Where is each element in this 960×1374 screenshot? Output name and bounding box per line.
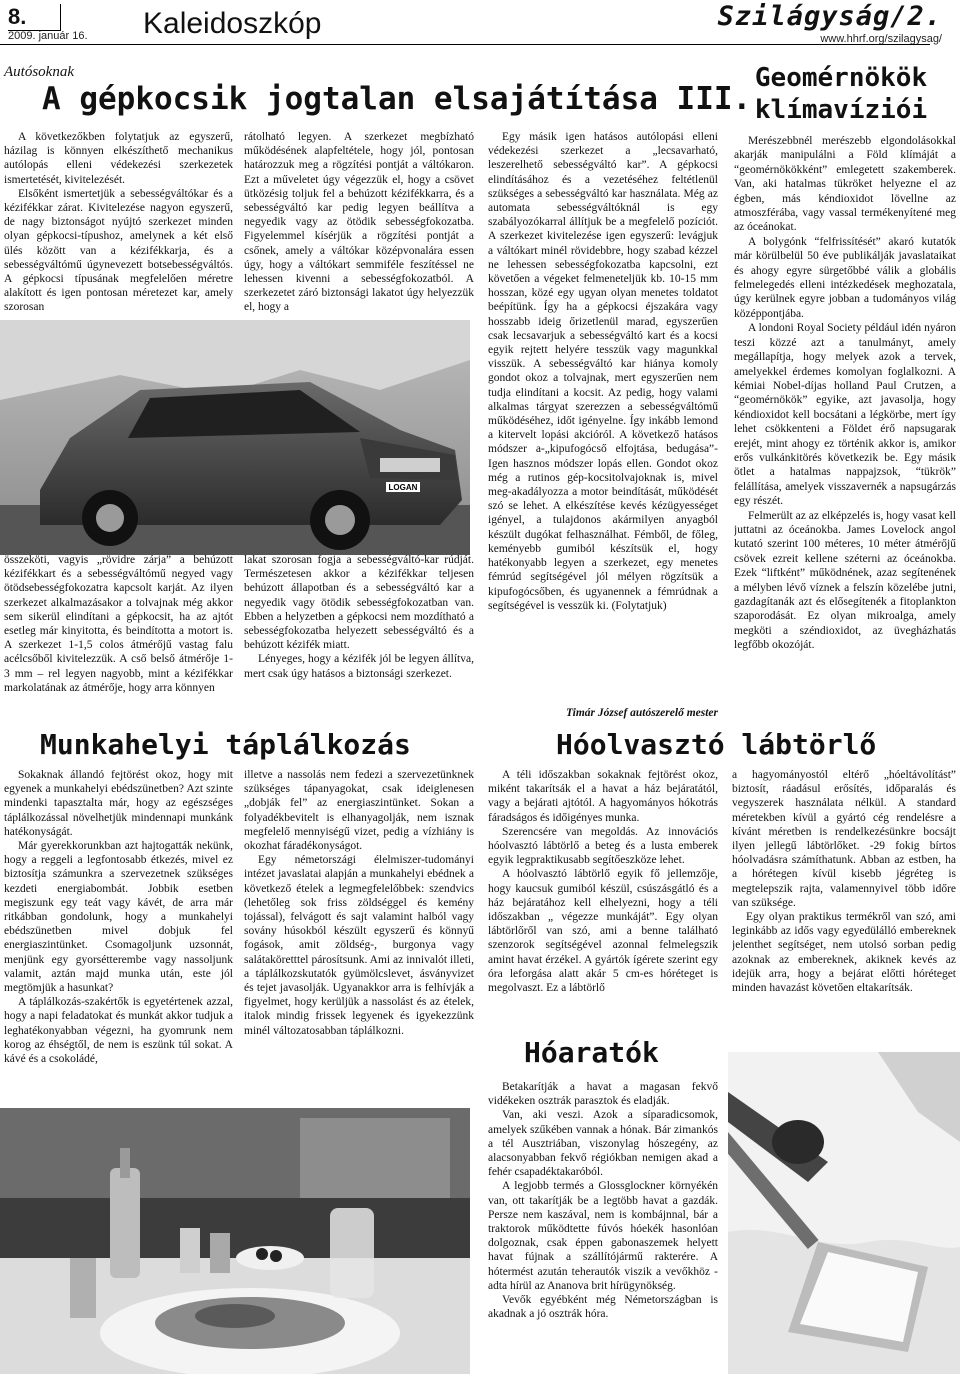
car-badge-text: LOGAN [388, 483, 418, 492]
paragraph: Betakarítják a havat a magasan fekvő vidékeken osztrák parasztok és eladják. [488, 1081, 718, 1108]
mat-headline: Hóolvasztó lábtörlő [556, 728, 877, 761]
car-col1-bottom [4, 553, 233, 723]
food-photo [0, 1108, 470, 1374]
mat-col2 [732, 768, 956, 1052]
paragraph: Sokaknak állandó fejtörést okoz, hogy mit egyenek a munkahelyi ebédszünetben? Azt szinte mindenki tapasztalta már, hogy az egészséges táplálkozással növelhetjük mindennapi munkánk hatékonyságát. [4, 769, 233, 838]
geo-headline: Geomérnökök klímavíziói [754, 63, 928, 125]
car-col2-top [244, 130, 474, 318]
paragraph: A következőkben folytatjuk az egyszerű, házilag is könnyen elkészíthető mechanikus autólopás elleni védekezési szerkezetek ismertetését, kivitelezését. [4, 131, 233, 186]
issue-date: 2009. január 16. [8, 30, 88, 42]
paragraph: Felmerült az az elképzelés is, hogy vasat kell juttatni az óceánokba. James Lovelock angol kutató szerint 100 méteres, 10 méter átmérőjű csövek ezreit kellene széterni az óceánokba. Ezek “liftként” működnének, azaz segítenének a mélyben lévő víznek a felszín közelébe jutni, gazdagítanák azt és elősegítenék a fitoplankton szaporodását. Ez olyan mikroalga, amely megköti a széndioxidot, az üvegházhatás legfőbb okozóját. [734, 509, 956, 652]
car-photo [0, 320, 470, 555]
work-col1 [4, 768, 233, 1108]
car-illustration [0, 320, 470, 555]
paragraph: A hóolvasztó lábtörlő egyik fő jellemzője, hogy kaucsuk gumiból készül, csúszásgátló és a ház bejáratához kell elhelyezni, hogy a téli időszakban „ végezze munkáját”. Egy olyan lábtörlőről van szó, ami a benne található szenzorok segítségével azonnal felmelegszik amint havat érzékel. A gyártók ígérete szerint egy óra leforgása alatt akár 5 cm-es hóréteget is megolvaszt. Ez a lábtörlő [488, 868, 718, 995]
paragraph: Szerencsére van megoldás. Az innovációs hóolvasztó lábtörlő a beteg és a lusta emberek egyik legpraktikusabb segítőeszköze lehet. [488, 825, 718, 867]
paragraph: A bolygónk “felfrissítését” akaró kutatók már körülbelül 50 éve publikálják javaslataikat és ahogy egyre sürgetőbbé válik a globális felmelegedés elleni intézkedések meghozatala, úgy kerülnek egyre jobban a tudományos világ középpontjába. [734, 235, 956, 320]
article-kicker: Autósoknak [4, 64, 74, 80]
publication-url[interactable]: www.hhrf.org/szilagysag/ [820, 33, 942, 45]
snow-shovel-illustration [728, 1052, 960, 1374]
paragraph: Lényeges, hogy a kézifék jól be legyen állítva, mert csak úgy hatásos a biztonsági szerkezet. [244, 653, 474, 680]
snow-shovel-photo [728, 1052, 960, 1374]
paragraph: Elsőként ismertetjük a sebességváltókar és a kézifékkar zárat. Kivitelezése nagyon egyszerű, de nagy biztonságot nyújtó szerkezet minden olyan gépkocsi-típushoz, amelynek a két első ülés között van a kézifékkarja, és a sebességváltómű úgynevezett botsebességváltós. A gépkocsi típusának megfelelően méretre alakított és igen pontosan méretezet kar, amely szorosan [4, 187, 233, 314]
section-title: Kaleidoszkóp [143, 7, 322, 40]
paragraph: Már gyerekkorunkban azt hajtogatták nekünk, hogy a reggeli a legfontosabb étkezés, mivel ez biztosítja számunkra a szervezetnek szükséges kezdeti energiabombát. Jobbik esetben megiszunk egy teát vagy kávét, de arra már ritkábban gondolunk, hogy a munkahelyi ebédszünetben mivel dobjuk fel energiaszintünket. Csomagoljunk uzsonnát, menjünk egy gyorsétterembe vagy nassoljunk valamit, aztán majd munka után, este jól megtömjük a hasunkat? [4, 840, 233, 995]
header-rule [0, 44, 930, 45]
car-col2-bottom [244, 553, 474, 723]
work-col2 [244, 768, 474, 1108]
paragraph: Merészebbnél merészebb elgondolásokkal akarják manipulálni a Föld klímáját a “geomérnökökként” emlegetett szakemberek. Van, aki hatalmas tükröket helyezne el az égben, más kéndioxidot lövellne az atmoszférába, vagy vassal termékenyítené meg az óceánokat. [734, 135, 956, 234]
grille [380, 458, 440, 472]
snow-headline: Hóaratók [524, 1036, 659, 1069]
paragraph: A téli időszakban sokaknak fejtörést okoz, miként takarítsák el a havat a ház bejáratától, vagy a bejárati ajtótól. A hagyományos hókotrás fáradságos és időigényes munka. [488, 769, 718, 824]
paragraph: Egy olyan praktikus termékről van szó, ami leginkább az idős vagy egyedülálló embereknek jelenthet segítséget, nem utolsó sorban pedig azoknak az embereknek, akiknek kevés az idejük arra, hogy a bejárat előtti hóréteget minden havazást követően eltakarítsák. [732, 911, 956, 995]
paragraph: összeköti, vagyis „rövidre zárja” a behúzott kézifékkart és a sebességváltómű negyed vagy ötödsebességfokozatra kapcsolt karját. Az ilyen szerkezet alkalmazásakor a tolvajnak még akkor sem sikerül elindítani a gépkocsit, ha az ajtót esetleg már kinyitotta, és beindította a motort is. A szerkezet 1-1,5 colos átmérőjű vastag falu acélcsőből kivitelezzük. A cső belső átmérője 1- 3 mm – rel legyen nagyobb, mint a kézifékkar markolatának az átmérője, hogy arra könnyen [4, 554, 233, 694]
publication-logo: Szilágyság/2. [717, 1, 942, 32]
paragraph: Vevők egyébként még Németországban is akadnak a jó osztrák hóra. [488, 1294, 718, 1321]
article-headline: A gépkocsik jogtalan elsajátítása III. [42, 81, 752, 117]
work-headline: Munkahelyi táplálkozás [40, 728, 411, 761]
page-number: 8. [8, 4, 61, 31]
paragraph: Egy másik igen hatásos autólopási elleni védekezési szerkezet a „lecsavarható, leszerelhető sebességváltó kar”. A gépkocsi elindításához és a vezetéséhez feltétlenül szükséges a sebességváltó kar használata. Még az automata sebességváltóknál is egy szabályozókarral állítjuk be a megfelelő pozíciót. A szerkezet kivitelezése igen egyszerű: levágjuk a váltókart minél rövidebbre, hogy szabad kézzel ne lehessen sebességfokozatba kapcsolni, ezt követően a végeket felmeneteljük kb. 10-15 mm hosszan, közé egy ugyan olyan menetes toldatot beépítünk. Így ha a gépkocsi éjszakára vagy hosszabb ideig őrizetlenül marad, egyszerűen csak lecsavarjuk a sebességváltó kart és a kocsi egyik rejtett helyére tesszük vagy magunkkal visszük. A sebességváltó kar hiánya komoly gondot okoz a tolvajnak, mert egyszerűen nem tudja elindítani a kocsit. Az pedig, hogy valami alkalmas tárgyat szerezzen a sebességváltómű működéséhez, időt igényelne. Így inkább lemond a kitervelt lopási akcióról. A következő hatásos módszer a-„kipufogócső elfojtása, bedugása”- Igen hasznos módszer lopás ellen. Gondot okoz még a rutinos gép-kocsitolvajoknak is, mivel meg-akadályozza a motor beindítását, működését szó se lehet. A elkészítése kevés kézügyességet igényel, a tulajdonos akármilyen anyagból készült dugókat felhasználhat. Fémből, de főleg, keményebb gumiból készítsük el, hogy hatékonyabb legyen a szerkezet, egy menetes fémrúd segítségével jól mélyen rögzítsük a kipufogócsőben, és ugyanennek a fémrúdnak a segítségével is vesszük ki. (Folytatjuk) [488, 131, 718, 612]
geo-body [734, 134, 956, 722]
paragraph: Egy németországi élelmiszer-tudományi intézet javaslatai alapján a munkahelyi ebédnek a következő ételek a legmegfelelőbbek: szendvics (lehetőleg sok friss zöldséggel és kemény tojással), felvágott és sajt valamint halból vagy sovány húsokból készült egyszerű és könnyű fogások, amit zöldség-, burgonya vagy salátaköretttel párosítsunk. Ami az innivalót illeti, a táplálkozskutatók gyümölcslevet, ásványvizet és tejet javasolják. Ugyanakkor arra is felhívják a figyelmet, hogy kerüljük a nassolást és az ételek, italok mindig frissek legyenek és igyekezzünk minél változatosabban táplálkozni. [244, 854, 474, 1037]
paragraph: A táplálkozás-szakértők is egyetértenek azzal, hogy a napi feladatokat és munkát akkor tudjuk a leghatékonyabban végezni, ha gyomrunk nem korog az éhségtől, de nem is eszünk túl sokat. A kávé és a csokoládé, [4, 996, 233, 1066]
car-col3 [488, 130, 718, 708]
restaurant-table-illustration [0, 1108, 470, 1374]
paragraph: lakat szorosan fogja a sebességváltó-kar rúdját. Természetesen akkor a kézifékkar teljesen behúzott állapotban és a sebességváltó kar a negyedik vagy ötödik sebességfokozatban van. Ebben a helyzetben a gépkocsi nem mozdítható a sebességfokozatba helyezett sebességváltó és a behúzott kézifék miatt. [244, 554, 474, 652]
car-col1-top [4, 130, 233, 318]
paragraph: illetve a nassolás nem fedezi a szervezetünknek szükséges tápanyagokat, csak ideiglenesen „dobják fel” az energiaszintünket. Sokan a folyadékbevitelt is elhanyagolják, nem isznak megfelelő mennyiségű vizet, pedig a vízhiány is okozhat fáradékonyságot. [244, 769, 474, 853]
paragraph: A legjobb termés a Glossglockner környékén van, ott takarítják be a legtöbb havat a gazdák. Persze nem kaszával, nem is kombájnnal, bár a traktorok működtette fúvós hóekék hasonlóan dolgoznak, csak éppen gabonaszemek helyett havat fújnak a szállítójármű rakterére. A hótermést azután teherautók viszik a vevőkhöz - adta hírül az Ananova brit hírügynökség. [488, 1180, 718, 1292]
paragraph: a hagyományostól eltérő „hóeltávolítást” biztosít, ráadásul erősítés, időparalás és vegyszerek használata nélkül. A standard méretekben kívül a gyártó cég rendelésre a kívánt méretben is rendelkezésünkre bocsájt ilyen jellegű lábtörlőket. -29 fokig bírtos hóolvadásra számíthatunk. Abban az estben, ha a hórétegen kívül kisebb jégréteg is megtelepszik rajta, valamennyivel több időre van szüksége. [732, 769, 956, 909]
snow-body [488, 1080, 718, 1372]
mat-col1 [488, 768, 718, 1036]
paragraph: A londoni Royal Society például idén nyáron teszi közzé azt a tanulmányt, amely megállapítja, hogy melyek azok a tervek, amelyekkel érdemes komolyan foglalkozni. A kémiai Nobel-díjas holland Paul Crutzen, a “geomérnökök” egyike, azt javasolja, hogy kéndioxidot kell bocsátani a légkörbe, mert így lehet csökkenteni a Földet érő napsugarak erejét, mint ahogy ez történik akkor is, amikor erős vulkánkitörés következik be. Egy másik ötlet a hatalmas nappajzsok, “tükrök” felállítása, amelyek visszavernék a napsugárzás egy részét. [734, 322, 956, 508]
paragraph: rátolható legyen. A szerkezet megbízható működésének alapfeltétele, hogy jól, pontosan határozzuk meg a rögzítési pontját a váltókaron. Ezt a műveletet úgy végezzük el, hogy a csövet ütközésig toljuk fel a behúzott kézifékkarra, és a sebességváltó kar pedig legyen beállítva a negyedik vagy az ötödik sebességfokozatba. Figyelemmel kísérjük a rögzítési pontját a csőnek, amely a váltókar középvonalára essen úgy, hogy a váltókart semmiféle feszítéssel ne lehessen kivenni a sebességfokozatból. A szerkezetet záró biztonsági lakatot úgy helyezzük el, hogy a [244, 131, 474, 314]
paragraph: Van, aki veszi. Azok a síparadicsomok, amelyek szűkében vannak a hónak. Bár zimankós a tél Ausztriában, viszonylag hószegény, az alacsonyabban fekvő régiókban nemigen akad a fehér csapadéktakaróból. [488, 1109, 718, 1179]
article-signature: Timár József autószerelő mester [566, 707, 718, 719]
